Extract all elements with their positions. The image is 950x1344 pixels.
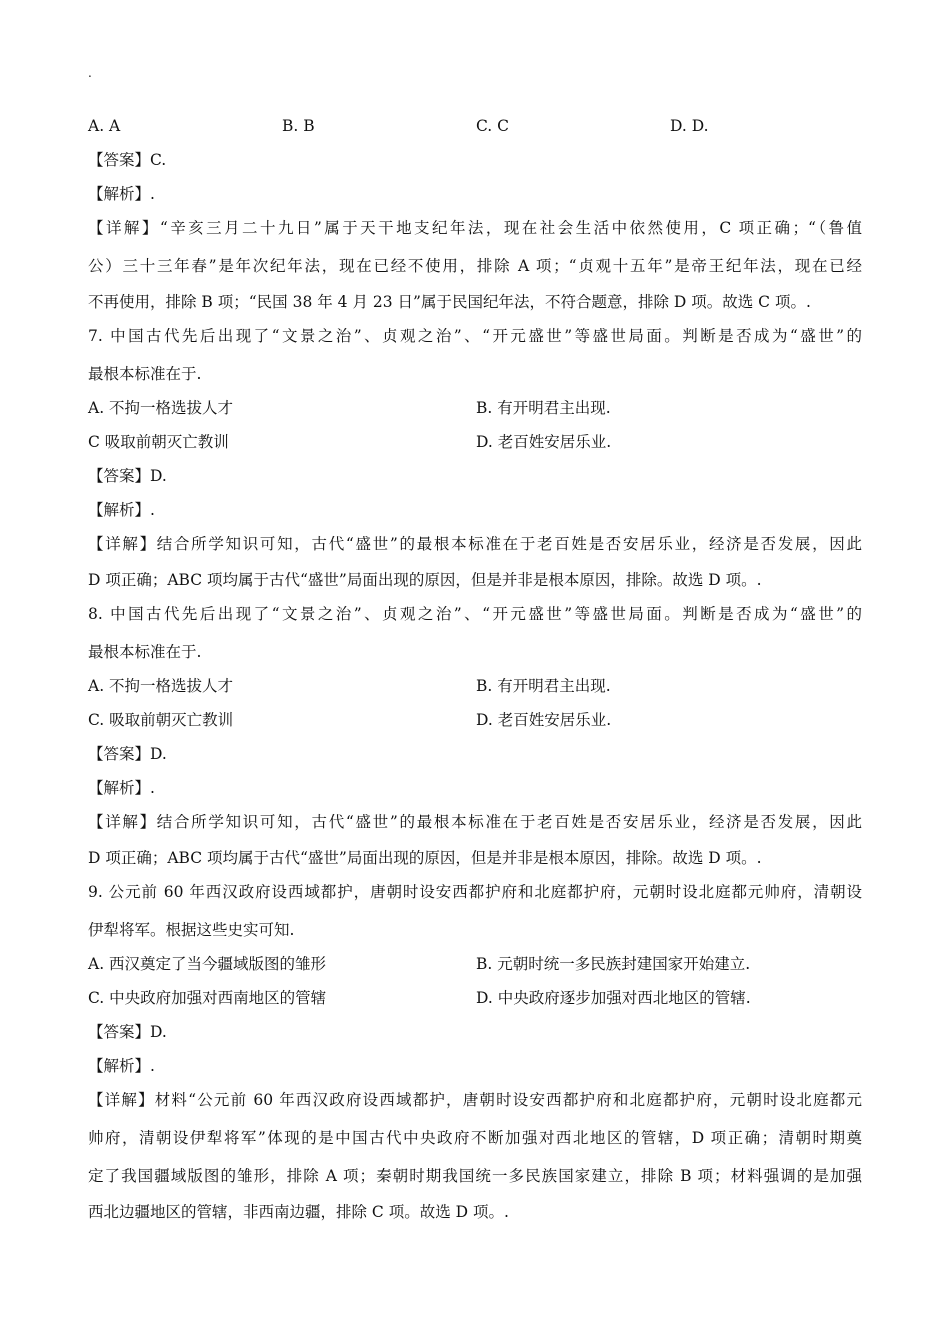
q8-answer: 【答案】D. bbox=[88, 745, 167, 763]
q9-analysis: 【解析】. bbox=[88, 1057, 155, 1075]
q8-option-d: D. 老百姓安居乐业. bbox=[476, 711, 612, 729]
q7-analysis: 【解析】. bbox=[88, 501, 155, 519]
q7-detail-line: 【详解】结合所学知识可知，古代“盛世”的最根本标准在于老百姓是否安居乐业，经济是否发展，因此 bbox=[88, 535, 862, 553]
q7-option-c: C 吸取前朝灭亡教训 bbox=[88, 433, 229, 451]
q9-option-d: D. 中央政府逐步加强对西北地区的管辖. bbox=[476, 989, 751, 1007]
q8-option-a: A. 不拘一格选拔人才 bbox=[88, 677, 234, 695]
q6-analysis: 【解析】. bbox=[88, 185, 155, 203]
q9-option-b: B. 元朝时统一多民族封建国家开始建立. bbox=[476, 955, 751, 973]
q9-answer: 【答案】D. bbox=[88, 1023, 167, 1041]
q6-option-c: C. C bbox=[476, 117, 510, 135]
q9-stem: 伊犁将军。根据这些史实可知. bbox=[88, 921, 295, 939]
q8-option-c: C. 吸取前朝灭亡教训 bbox=[88, 711, 234, 729]
q8-stem: 8. 中国古代先后出现了“文景之治”、贞观之治”、“开元盛世”等盛世局面。判断是否成为“盛世”的 bbox=[88, 605, 862, 623]
q6-detail-line: 公）三十三年春”是年次纪年法，现在已经不使用，排除 A 项；“贞观十五年”是帝王纪年法，现在已经 bbox=[88, 257, 862, 275]
top-mark: . bbox=[88, 66, 92, 80]
q7-stem: 7. 中国古代先后出现了“文景之治”、贞观之治”、“开元盛世”等盛世局面。判断是否成为“盛世”的 bbox=[88, 327, 862, 345]
q7-option-b: B. 有开明君主出现. bbox=[476, 399, 611, 417]
q8-detail-line: 【详解】结合所学知识可知，古代“盛世”的最根本标准在于老百姓是否安居乐业，经济是否发展，因此 bbox=[88, 813, 862, 831]
q8-detail-line: D 项正确；ABC 项均属于古代“盛世”局面出现的原因，但是并非是根本原因，排除。故选 D 项。. bbox=[88, 849, 762, 867]
q9-option-a: A. 西汉奠定了当今疆域版图的雏形 bbox=[88, 955, 327, 973]
q9-detail-line: 【详解】材料“公元前 60 年西汉政府设西域都护，唐朝时设安西都护府和北庭都护府，元朝时设北庭都元 bbox=[88, 1091, 862, 1109]
q9-option-c: C. 中央政府加强对西南地区的管辖 bbox=[88, 989, 327, 1007]
q8-stem: 最根本标准在于. bbox=[88, 643, 202, 661]
q7-option-d: D. 老百姓安居乐业. bbox=[476, 433, 612, 451]
q6-detail-line: 不再使用，排除 B 项；“民国 38 年 4 月 23 日”属于民国纪年法，不符合题意，排除 D 项。故选 C 项。. bbox=[88, 293, 811, 311]
q6-option-a: A. A bbox=[88, 117, 121, 135]
q8-analysis: 【解析】. bbox=[88, 779, 155, 797]
q9-detail-line: 定了我国疆域版图的雏形，排除 A 项；秦朝时期我国统一多民族国家建立，排除 B 项；材料强调的是加强 bbox=[88, 1167, 862, 1185]
q6-answer: 【答案】C. bbox=[88, 151, 167, 169]
q7-option-a: A. 不拘一格选拔人才 bbox=[88, 399, 234, 417]
q7-detail-line: D 项正确；ABC 项均属于古代“盛世”局面出现的原因，但是并非是根本原因，排除。故选 D 项。. bbox=[88, 571, 762, 589]
q6-option-b: B. B bbox=[282, 117, 315, 135]
q9-detail-line: 西北边疆地区的管辖，非西南边疆，排除 C 项。故选 D 项。. bbox=[88, 1203, 509, 1221]
q6-option-d: D. D. bbox=[670, 117, 709, 135]
q8-option-b: B. 有开明君主出现. bbox=[476, 677, 611, 695]
q7-stem: 最根本标准在于. bbox=[88, 365, 202, 383]
q7-answer: 【答案】D. bbox=[88, 467, 167, 485]
q9-detail-line: 帅府，清朝设伊犁将军”体现的是中国古代中央政府不断加强对西北地区的管辖，D 项正确；清朝时期奠 bbox=[88, 1129, 862, 1147]
q9-stem: 9. 公元前 60 年西汉政府设西域都护，唐朝时设安西都护府和北庭都护府，元朝时设北庭都元帅府，清朝设 bbox=[88, 883, 862, 901]
q6-detail-line: 【详解】“辛亥三月二十九日”属于天干地支纪年法，现在社会生活中依然使用，C 项正确；“（鲁值 bbox=[88, 219, 862, 237]
